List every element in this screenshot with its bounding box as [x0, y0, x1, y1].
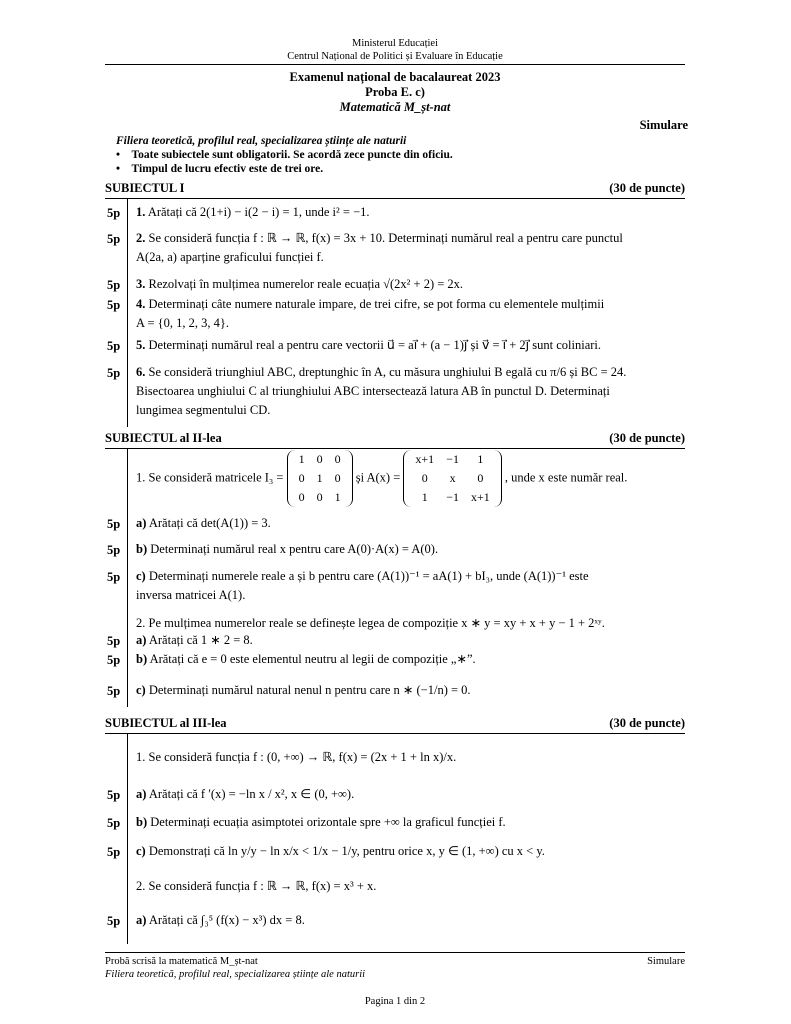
- s2-a-label: a): [136, 516, 147, 530]
- q5-number: 5.: [136, 338, 146, 352]
- s3-a-text: Arătați că f ′(x) = −ln x / x², x ∈ (0, +∞).: [148, 787, 355, 801]
- footer-rule: [105, 952, 685, 953]
- matrix-cell: 1: [421, 490, 428, 504]
- s2-c-text-2: inversa matricei A(1).: [136, 588, 246, 602]
- section-1-title: SUBIECTUL I: [105, 181, 185, 195]
- section-1-rule: [105, 198, 685, 199]
- s2-question-2c: [136, 681, 684, 700]
- matrix-cell: 0: [316, 452, 323, 466]
- question-5: [136, 336, 684, 355]
- matrix-cell: 0: [316, 490, 323, 504]
- q3-number: 3.: [136, 277, 146, 291]
- s3-b-label: b): [136, 815, 148, 829]
- bullet-2: [116, 163, 323, 175]
- s2-question-c: [136, 567, 684, 605]
- s2-b2-points: 5p: [107, 653, 121, 667]
- s2-question-b: [136, 540, 684, 559]
- q2-text: Se consideră funcția f : ℝ → ℝ, f(x) = 3x + 10. Determinați numărul real a pentru care punctul: [148, 231, 623, 245]
- s2-problem-2-intro: 2. Pe mulțimea numerelor reale se definește legea de compoziție x ∗ y = xy + x + y − 1 + 2ˣʸ.: [136, 616, 605, 630]
- s2-c2-text: Determinați numărul natural nenul n pentru care n ∗ (−1/n) = 0.: [148, 683, 471, 697]
- matrix-cell: 0: [477, 471, 484, 485]
- footer-left-1: Probă scrisă la matematică M_șt-nat: [105, 956, 258, 967]
- matrix-cell: x+1: [415, 452, 435, 466]
- q4-text-2: A = {0, 1, 2, 3, 4}.: [136, 316, 230, 330]
- header-divider: [105, 64, 685, 65]
- page-number: Pagina 1 din 2: [364, 996, 426, 1007]
- q1-number: 1.: [136, 205, 146, 219]
- s2-b-label: b): [136, 542, 148, 556]
- s2-c-text: Determinați numerele reale a și b pentru care (A(1))⁻¹ = aA(1) + bI₃, unde (A(1))⁻¹ este: [148, 569, 589, 583]
- q3-points: 5p: [107, 278, 121, 292]
- section-2-points: (30 de puncte): [609, 431, 685, 445]
- footer-line-1: [105, 955, 685, 968]
- matrix-cell: 0: [421, 471, 428, 485]
- s2-question-2a: [136, 631, 684, 650]
- s2-b-text: Determinați numărul real x pentru care A(0)·A(x) = A(0).: [150, 542, 439, 556]
- s3-a2-label: a): [136, 913, 147, 927]
- s3-question-2a: [136, 911, 684, 930]
- q1-points: 5p: [107, 206, 121, 220]
- q6-points: 5p: [107, 366, 121, 380]
- s3-question-a: [136, 785, 684, 804]
- exam-subject: Matematică M_șt-nat: [339, 100, 451, 114]
- section-3-header: [105, 716, 685, 731]
- s3-c-points: 5p: [107, 845, 121, 859]
- footer-line-2: Filiera teoretică, profilul real, specializarea științe ale naturii: [105, 969, 366, 980]
- bullet-1-text: Toate subiectele sunt obligatorii. Se acordă zece puncte din oficiu.: [131, 149, 453, 161]
- question-2: [136, 229, 684, 267]
- simulare-label: Simulare: [639, 118, 688, 132]
- identity-matrix: [287, 450, 353, 507]
- matrix-a-of-x: [403, 450, 501, 507]
- q2-number: 2.: [136, 231, 146, 245]
- bullet-1: [116, 149, 453, 161]
- q6-text: Se consideră triunghiul ABC, dreptunghic în A, cu măsura unghiului B egală cu π/6 și BC = 24.: [148, 365, 627, 379]
- section-3-points: (30 de puncte): [609, 716, 685, 730]
- s2-intro-1c-text: , unde x este număr real.: [504, 470, 628, 485]
- s3-problem-2-intro: 2. Se consideră funcția f : ℝ → ℝ, f(x) = x³ + x.: [136, 879, 377, 893]
- q5-text: Determinați numărul real a pentru care vectorii u⃗ = ai⃗ + (a − 1)j⃗ și v⃗ = i⃗ + 2j⃗ sunt coliniari.: [148, 338, 602, 352]
- exam-title: Examenul național de bacalaureat 2023: [289, 70, 501, 84]
- q1-text: Arătați că 2(1+i) − i(2 − i) = 1, unde i² = −1.: [147, 205, 370, 219]
- matrix-cell: 1: [334, 490, 341, 504]
- matrix-cell: 0: [298, 490, 305, 504]
- s3-b-points: 5p: [107, 816, 121, 830]
- s2-a-text: Arătați că det(A(1)) = 3.: [148, 516, 271, 530]
- s3-a2-points: 5p: [107, 914, 121, 928]
- matrix-cell: −1: [446, 490, 459, 504]
- s2-b-points: 5p: [107, 543, 121, 557]
- s2-b2-label: b): [136, 652, 148, 666]
- matrix-cell: 0: [334, 452, 341, 466]
- question-4: [136, 295, 684, 333]
- s3-c-label: c): [136, 844, 146, 858]
- s3-b-text: Determinați ecuația asimptotei orizontale spre +∞ la graficul funcției f.: [150, 815, 506, 829]
- section-2-title: SUBIECTUL al II-lea: [105, 431, 222, 445]
- s2-a-points: 5p: [107, 517, 121, 531]
- q2-text-2: A(2a, a) aparține graficului funcției f.: [136, 250, 324, 264]
- q6-number: 6.: [136, 365, 146, 379]
- q4-number: 4.: [136, 297, 146, 311]
- footer-right-1: Simulare: [647, 956, 685, 967]
- section-1-header: [105, 181, 685, 196]
- s2-intro-1b-text: și A(x) =: [355, 470, 401, 485]
- q6-text-2: Bisectoarea unghiului C al triunghiului ABC intersectează latura AB în punctul D. Determinați: [136, 384, 610, 398]
- s3-question-b: [136, 813, 684, 832]
- matrix-cell: 1: [316, 471, 323, 485]
- s2-intro-1-text: 1. Se consideră matricele I₃ =: [136, 470, 284, 485]
- s2-question-a: [136, 514, 684, 533]
- q2-points: 5p: [107, 232, 121, 246]
- q4-points: 5p: [107, 298, 121, 312]
- matrix-cell: 0: [334, 471, 341, 485]
- s2-c2-points: 5p: [107, 684, 121, 698]
- question-1: [136, 203, 684, 222]
- s3-problem-1-intro: 1. Se consideră funcția f : (0, +∞) → ℝ, f(x) = (2x + 1 + ln x)/x.: [136, 750, 457, 764]
- matrix-cell: 0: [298, 471, 305, 485]
- s2-a2-label: a): [136, 633, 147, 647]
- s3-a-points: 5p: [107, 788, 121, 802]
- s2-c-points: 5p: [107, 570, 121, 584]
- section-2-rule: [105, 448, 685, 449]
- s2-b2-text: Arătați că e = 0 este elementul neutru al legii de compoziție „∗”.: [149, 652, 476, 666]
- s3-question-c: [136, 842, 684, 861]
- section-1-points: (30 de puncte): [609, 181, 685, 195]
- bullet-dot: •: [116, 149, 121, 161]
- question-3: [136, 275, 684, 294]
- s2-a2-points: 5p: [107, 634, 121, 648]
- question-6: [136, 363, 684, 420]
- exam-proba: Proba E. c): [365, 85, 425, 99]
- matrix-cell: −1: [446, 452, 459, 466]
- matrix-cell: 1: [477, 452, 484, 466]
- section-2-header: [105, 431, 685, 446]
- bullet-2-text: Timpul de lucru efectiv este de trei ore.: [131, 163, 324, 175]
- q4-text: Determinați câte numere naturale impare, de trei cifre, se pot forma cu elementele mulțimii: [148, 297, 605, 311]
- section-3-title: SUBIECTUL al III-lea: [105, 716, 227, 730]
- q5-points: 5p: [107, 339, 121, 353]
- matrix-cell: x: [449, 471, 456, 485]
- ministry-name: Ministerul Educației: [351, 38, 439, 49]
- s2-question-2b: [136, 650, 684, 669]
- section-3-rule: [105, 733, 685, 734]
- s2-c-label: c): [136, 569, 146, 583]
- q6-text-3: lungimea segmentului CD.: [136, 403, 271, 417]
- filiera-line: Filiera teoretică, profilul real, specializarea științe ale naturii: [116, 135, 407, 147]
- s3-c-text: Demonstrați că ln y/y − ln x/x < 1/x − 1/y, pentru orice x, y ∈ (1, +∞) cu x < y.: [148, 844, 545, 858]
- s2-c2-label: c): [136, 683, 146, 697]
- matrix-cell: 1: [298, 452, 305, 466]
- matrix-cell: x+1: [470, 490, 490, 504]
- s2-problem-1-intro: [136, 450, 684, 507]
- bullet-dot: •: [116, 163, 121, 175]
- s3-a2-text: Arătați că ∫₃⁵ (f(x) − x³) dx = 8.: [148, 913, 305, 927]
- s3-a-label: a): [136, 787, 147, 801]
- s2-a2-text: Arătați că 1 ∗ 2 = 8.: [148, 633, 253, 647]
- points-column-bar: [127, 734, 128, 944]
- q3-text: Rezolvați în mulțimea numerelor reale ecuația √(2x² + 2) = 2x.: [148, 277, 464, 291]
- center-name: Centrul Național de Politici și Evaluare în Educație: [287, 51, 503, 62]
